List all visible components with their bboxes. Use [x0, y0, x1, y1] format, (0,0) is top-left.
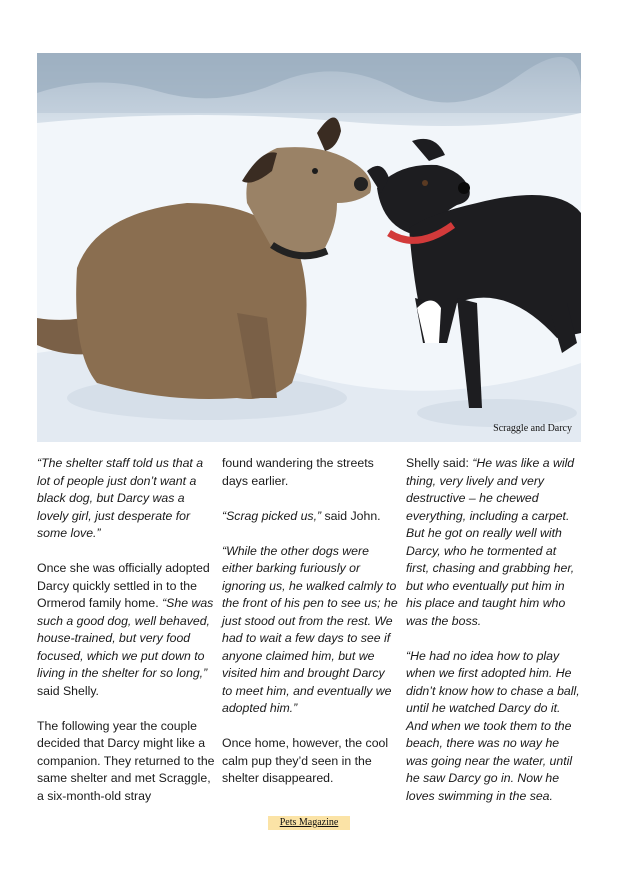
text-run: Shelly said:: [406, 456, 473, 470]
text-run: Once she was officially adopted Darcy quickly settled in to the Ormerod family home.: [37, 561, 210, 610]
text-run: said Shelly.: [37, 683, 99, 698]
paragraph: The following year the couple decided that Darcy might like a companion. They returned to the same shelter and met Scraggle, a six-month-old stray: [37, 718, 215, 803]
footer-magazine-link[interactable]: Pets Magazine: [268, 816, 350, 830]
paragraph: “The shelter staff told us that a lot of people just don’t want a black dog, but Darcy was a lovely girl, just desperate for some love.”: [37, 456, 204, 540]
paragraph: [406, 455, 582, 630]
paragraph: “He had no idea how to play when we first adopted him. He didn’t know how to chase a ball, until he watched Darcy do it. And when we took them to the beach, there was no way he was going near the water, until he saw Darcy go in. Now he loves swimming in the sea.: [406, 648, 580, 803]
photo-caption: Scraggle and Darcy: [493, 423, 572, 434]
article-column-2: [222, 455, 398, 805]
paragraph: “While the other dogs were either barking furiously or ignoring us, he walked calmly to the front of his pen to see us; he just stood out from the rest. We had to wait a few days to see if anyone claimed him, but we visited him and brought Darcy to meet him, and eventually we adopted him.”: [222, 543, 398, 715]
article-photo: [37, 53, 581, 442]
quote-run: “He was like a wild thing, very lively and very destructive – he chewed everything, including a carpet. But he got on really well with Darcy, who he tormented at first, chasing and grabbing her, but who eventually put him in his place and taught him who was the boss.: [406, 456, 575, 628]
paragraph: [222, 508, 398, 526]
text-run: said John.: [321, 508, 381, 523]
quote-run: “Scrag picked us,”: [222, 508, 322, 523]
article-column-1: [37, 455, 215, 823]
dogs-in-snow-illustration: [37, 53, 581, 442]
paragraph: found wandering the streets days earlier.: [222, 456, 374, 488]
paragraph: [37, 560, 215, 700]
article-column-3: [406, 455, 582, 823]
quote-run: “She was such a good dog, well behaved, house-trained, but very food focused, which we put down to living in the shelter for so long,”: [37, 596, 214, 680]
paragraph: Once home, however, the cool calm pup they’d seen in the shelter disappeared.: [222, 736, 389, 785]
